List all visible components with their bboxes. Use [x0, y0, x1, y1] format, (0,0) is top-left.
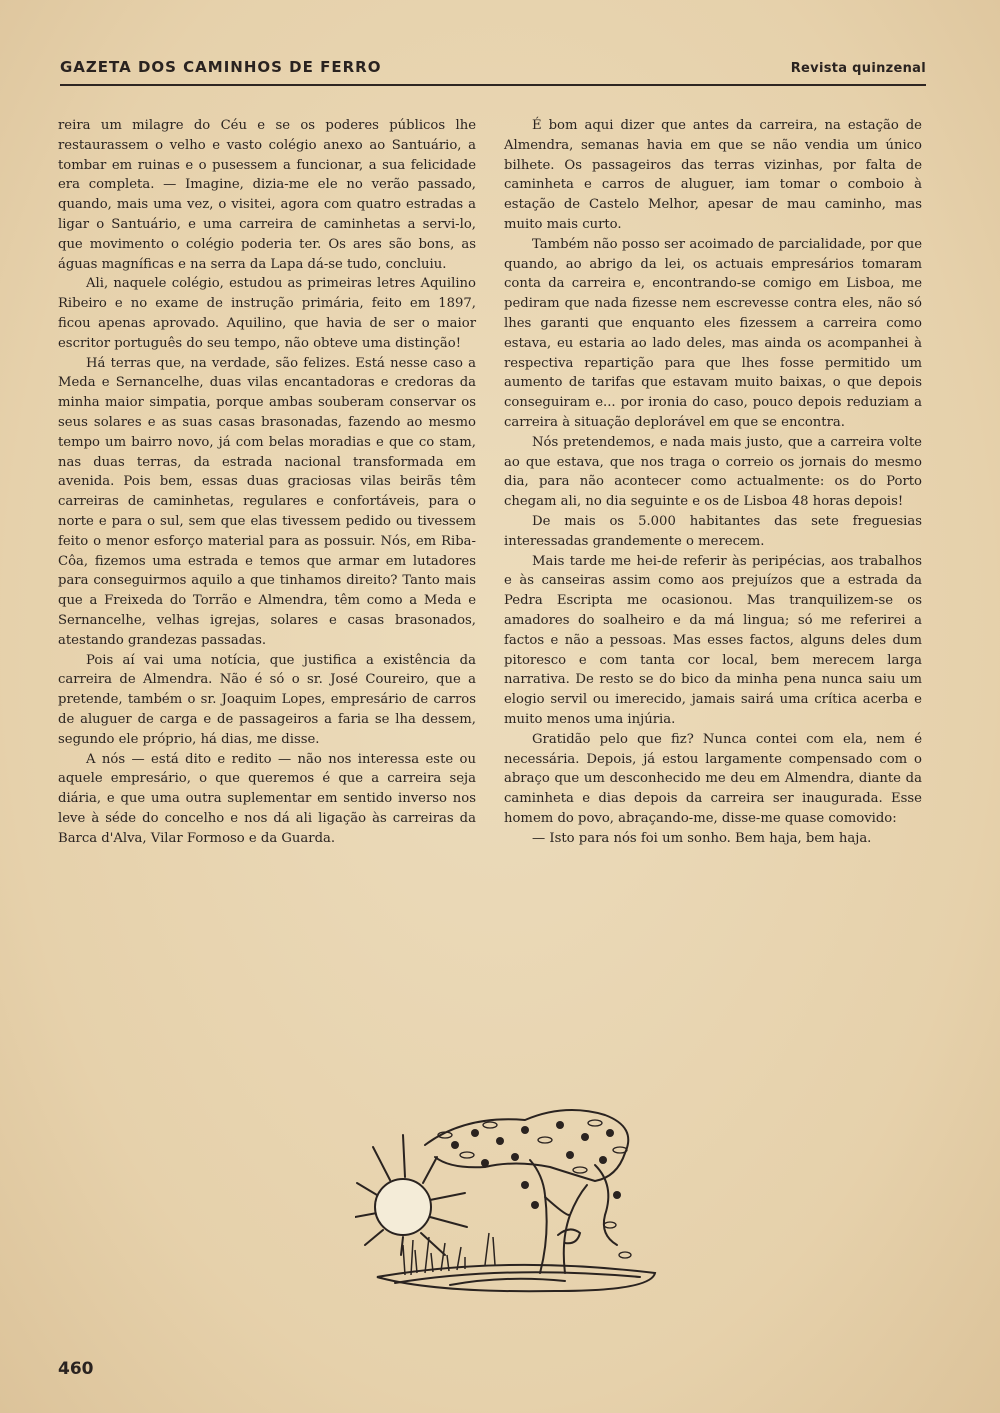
running-header: [60, 58, 926, 80]
right-column: [504, 116, 922, 848]
paragraph: Há terras que, na verdade, são felizes. Está nesse caso a Meda e Sernancelhe, duas vilas encantadoras e credoras da minha maior simpatia, porque ambas souberam conservar os seus solares e as suas casas brasonadas, fazendo ao mesmo tempo um bairro novo, já com belas moradias e que co stam, nas duas terras, da estrada nacional transformada em avenida. Pois bem, essas duas graciosas vilas beirãs têm carreiras de caminhetas, regulares e confortáveis, para o norte e para o sul, sem que elas tivessem pedido ou tivessem feito o menor esforço material para as possuir. Nós, em Riba-Côa, fizemos uma estrada e temos que armar em lutadores para conseguirmos aquilo a que tinhamos direito? Tanto mais que a Freixeda do Torrão e Almendra, têm como a Meda e Sernancelhe, velhas igrejas, solares e casas brasonados, atestando grandezas passadas.: [58, 355, 476, 648]
header-rule: [60, 84, 926, 86]
paragraph: Pois aí vai uma notícia, que justifica a existência da carreira de Almendra. Não é só o sr. José Coureiro, que a pretende, também o sr. Joaquim Lopes, empresário de carros de aluguer de carga e de passageiros a faria se lha dessem, segundo ele próprio, há dias, me disse.: [58, 652, 476, 747]
journal-title: GAZETA DOS CAMINHOS DE FERRO: [60, 58, 382, 76]
tree-and-sun-illustration: [355, 1105, 667, 1295]
journal-subtitle: Revista quinzenal: [790, 61, 926, 76]
paragraph: É bom aqui dizer que antes da carreira, na estação de Almendra, semanas havia em que se não vendia um único bilhete. Os passageiros das terras vizinhas, por falta de caminheta e carros de aluguer, iam tomar o comboio à estação de Castelo Melhor, apesar de mau caminho, mas muito mais curto.: [504, 118, 922, 232]
paragraph: Ali, naquele colégio, estudou as primeiras letres Aquilino Ribeiro e no exame de instrução primária, feito em 1897, ficou apenas aprovado. Aquilino, que havia de ser o maior escritor português do seu tempo, não obteve uma distinção!: [58, 276, 476, 351]
paragraph: Mais tarde me hei-de referir às peripécias, aos trabalhos e às canseiras assim como aos prejuízos que a estrada da Pedra Escripta me ocasionou. Mas tranquilizem-se os amadores do soalheiro e da má lingua; só me referirei a factos e não a pessoas. Mas esses factos, alguns deles dum pitoresco e com tanta cor local, bem merecem larga narrativa. De resto se do bico da minha pena nunca saiu um elogio servil ou imerecido, jamais sairá uma crítica acerba e muito menos uma injúria.: [504, 553, 922, 727]
paragraph: — Isto para nós foi um sonho. Bem haja, bem haja.: [532, 830, 872, 846]
left-column: [58, 116, 476, 848]
page-number: 460: [58, 1359, 94, 1379]
paragraph: A nós — está dito e redito — não nos interessa este ou aquele empresário, o que queremos é que a carreira seja diária, e que uma outra suplementar em sentido inverso nos leve à séde do concelho e nos dá ali ligação às carreiras da Barca d'Alva, Vilar Formoso e da Guarda.: [58, 751, 476, 846]
paragraph: reira um milagre do Céu e se os poderes públicos lhe restaurassem o velho e vasto colégio anexo ao Santuário, a tombar em ruinas e o pusessem a funcionar, a sua felicidade era completa. — Imagine, dizia-me ele no verão passado, quando, mais uma vez, o visitei, agora com quatro estradas a ligar o Santuário, e uma carreira de caminhetas a servi-lo, que movimento o colégio poderia ter. Os ares são bons, as águas magníficas e na serra da Lapa dá-se tudo, concluiu.: [58, 118, 476, 272]
paragraph: Gratidão pelo que fiz? Nunca contei com ela, nem é necessária. Depois, já estou largamente compensado com o abraço que um desconhecido me deu em Almendra, diante da caminheta e dias depois da carreira ser inaugurada. Esse homem do povo, abraçando-me, disse-me quase comovido:: [504, 731, 922, 826]
paragraph: Também não posso ser acoimado de parcialidade, por que quando, ao abrigo da lei, os actuais empresários tomaram conta da carreira e, encontrando-se comigo em Lisboa, me pediram que nada fizesse nem escrevesse contra eles, não só lhes garanti que enquanto eles fizessem a carreira como estava, eu estaria ao lado deles, mas ainda os acompanhei à respectiva repartição para que lhes fosse permitido um aumento de tarifas que estavam muito baixas, o que depois conseguiram e... por ironia do caso, pouco depois reduziam a carreira à situação deplorável em que se encontra.: [504, 236, 922, 430]
paragraph: De mais os 5.000 habitantes das sete freguesias interessadas grandemente o merecem.: [504, 513, 922, 549]
paragraph: Nós pretendemos, e nada mais justo, que a carreira volte ao que estava, que nos traga o correio os jornais do mesmo dia, para não acontecer como actualmente: os do Porto chegam ali, no dia seguinte e os de Lisboa 48 horas depois!: [504, 434, 922, 510]
